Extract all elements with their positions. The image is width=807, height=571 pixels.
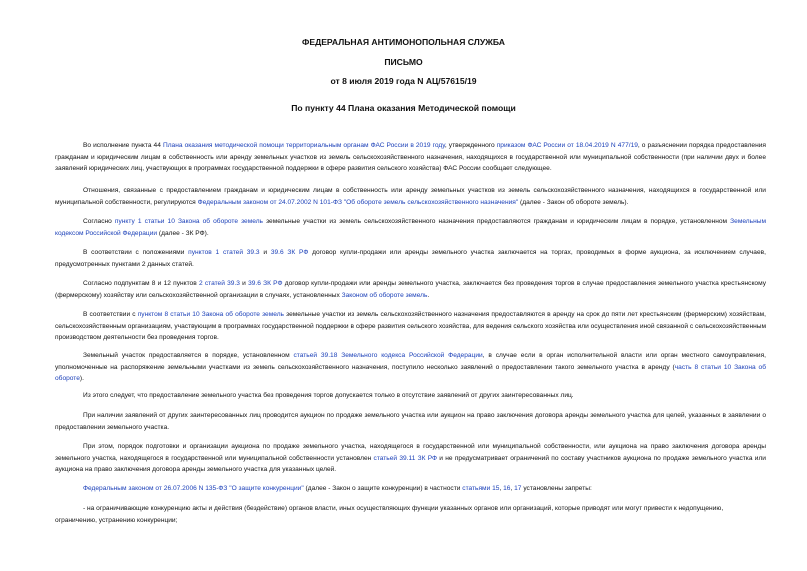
paragraph-text: и [239, 280, 249, 287]
document-subject: По пункту 44 Плана оказания Методической помощи [291, 103, 516, 113]
paragraph-1 [55, 140, 766, 175]
document-link[interactable]: 17 [514, 485, 522, 492]
document-link[interactable]: статьей 39.11 ЗК РФ [373, 454, 438, 462]
paragraph-text: договор купли-продажи или аренды земельного участка, заключается без проведения торгов в случае предоставления земельного участка крестьянскому (фермерскому) хозяйству или сельскохозяйственной организации в случаях, установленных [55, 280, 766, 299]
document-link[interactable]: 39.6 ЗК РФ [248, 280, 283, 287]
paragraph-text: Во исполнение пункта 44 [83, 142, 163, 149]
paragraph-text: . [427, 291, 430, 299]
document-link[interactable]: Плана оказания методической помощи территориальным органам ФАС России в 2019 году [162, 142, 445, 149]
paragraph-text: - на ограничивающие конкуренцию акты и действия (бездействие) органов власти, иных осуществляющих функции указанных органов или организаций, которые приводят или могут привести к недопущению, ограничению, устранению конкуренции; [55, 505, 724, 524]
paragraph-text: земельные участки из земель сельскохозяйственного назначения предоставляются гражданам и юридическим лицам в порядке, установленном [263, 218, 731, 225]
paragraph-text: При наличии заявлений от других заинтересованных лиц проводится аукцион по продаже земельного участка или аукцион на право заключения договора аренды земельного участка для целей, указанных в заявлении о предоставлении земельного участка. [55, 412, 766, 431]
paragraph-text: (далее - Закон об обороте земель). [518, 198, 629, 206]
document-link[interactable]: пункту 1 статьи 10 Закона об обороте земель [114, 218, 263, 225]
paragraph-text: Из этого следует, что предоставление земельного участка без проведения торгов допускается только в отсутствие заявлений от других заинтересованных лиц. [83, 392, 574, 399]
document-link[interactable]: Федеральным законом от 26.07.2006 N 135-ФЗ "О защите конкуренции" [83, 485, 304, 492]
paragraph-text: Согласно [83, 218, 115, 225]
paragraph-text: , [510, 485, 515, 492]
paragraph-text: При этом, порядок подготовки и организации аукциона по продаже земельного участка, находящегося в государственной или муниципальной собственности, или аукциона на право заключения договора аренды земельного участка, находящегося в государственной или муниципальной собственности установлен [55, 443, 766, 462]
document-link[interactable]: Законом об обороте земель [341, 291, 428, 299]
paragraph-text: , утвержденного [444, 142, 497, 149]
paragraph-11 [55, 483, 766, 495]
paragraph-10 [55, 441, 766, 476]
paragraph-text: , [499, 485, 504, 492]
paragraph-6 [55, 309, 766, 344]
document-link[interactable]: часть 8 статьи 10 Закона об обороте [55, 363, 766, 383]
document-date-number: от 8 июля 2019 года N АЦ/57615/19 [330, 76, 477, 86]
paragraph-8 [55, 390, 766, 402]
document-link[interactable]: 16 [503, 485, 511, 492]
paragraph-text: земельные участки из земель сельскохозяйственного назначения предоставляются в аренду на срок до пяти лет крестьянским (фермерским) хозяйствам, сельскохозяйственным организациям, участвующим в программах государственной поддержки в сфере развития сельского хозяйства, для ведения сельского хозяйства или осуществления иной связанной с сельскохозяйственным производством деятельности без проведения торгов. [55, 311, 767, 342]
document-link[interactable]: статьей 39.18 Земельного кодекса Российской Федерации [293, 352, 483, 359]
paragraph-2 [55, 185, 766, 208]
document-link[interactable]: статьями 15 [462, 485, 500, 492]
paragraph-9 [55, 410, 766, 433]
document-link[interactable]: приказом ФАС России от 18.04.2019 N 477/19 [496, 142, 638, 149]
paragraph-text: договор купли-продажи или аренды земельного участка заключается на торгах, проводимых в форме аукциона, за исключением случаев, предусмотренных пунктами 2 данных статей. [55, 249, 766, 268]
document-link[interactable]: пунктов 1 статей 39.3 [188, 249, 260, 256]
paragraph-3 [55, 216, 766, 239]
paragraph-5 [55, 278, 766, 301]
document-type: ПИСЬМО [384, 57, 423, 67]
paragraph-text: ). [79, 375, 84, 383]
document-link[interactable]: пунктом 8 статьи 10 Закона об обороте земель [137, 311, 284, 318]
paragraph-text: Отношения, связанные с предоставлением гражданам и юридическим лицам в собственность или аренду земельных участков из земель сельскохозяйственного назначения, находящихся в государственной или муниципальной собственности, регулируются [55, 187, 766, 206]
paragraph-text: (далее - ЗК РФ). [157, 229, 209, 237]
document-link[interactable]: 39.6 ЗК РФ [270, 249, 309, 256]
paragraph-text: (далее - Закон о защите конкуренции) в частности [303, 485, 463, 492]
paragraph-text: Согласно подпунктам 8 и 12 пунктов [83, 280, 199, 287]
paragraph-text: Земельный участок предоставляется в порядке, установленном [83, 352, 294, 359]
document-link[interactable]: Федеральным законом от 24.07.2002 N 101-ФЗ "Об обороте земель сельскохозяйственного назначения" [197, 198, 519, 206]
paragraph-text: и не предусматривает ограничений по составу участников аукциона по продаже земельного участка или аукциона на право заключения договора аренды земельного участка для указанных целей. [55, 454, 766, 474]
paragraph-text: , о разъяснении порядка предоставления гражданам и юридическим лицам в собственность или аренду земельных участков из земель сельскохозяйственного назначения, находящихся в государственной или муниципальной собственности (при наличии двух и более заявлений юридических лиц, участвующих в программах государственной поддержки в сфере развития сельского хозяйства) ФАС России сообщает следующее. [55, 142, 766, 173]
organization-title: ФЕДЕРАЛЬНАЯ АНТИМОНОПОЛЬНАЯ СЛУЖБА [302, 37, 505, 47]
document-link[interactable]: 2 статей 39.3 [198, 280, 240, 287]
paragraph-text: , в случае если в орган исполнительной власти или орган местного самоуправления, уполномоченные на распоряжение земельными участками из земель сельскохозяйственного назначения, поступило несколько заявлений о предоставлении такого земельного участка в аренду ( [55, 352, 766, 371]
paragraph-4 [55, 247, 766, 270]
paragraph-text: В соответствии с [83, 311, 138, 318]
paragraph-12 [55, 503, 766, 526]
paragraph-text: и [259, 249, 271, 256]
document-link[interactable]: Земельным кодексом Российской Федерации [55, 218, 766, 237]
paragraph-7 [55, 350, 766, 385]
paragraph-text: В соответствии с положениями [83, 249, 189, 256]
paragraph-text: установлены запреты: [521, 485, 592, 492]
